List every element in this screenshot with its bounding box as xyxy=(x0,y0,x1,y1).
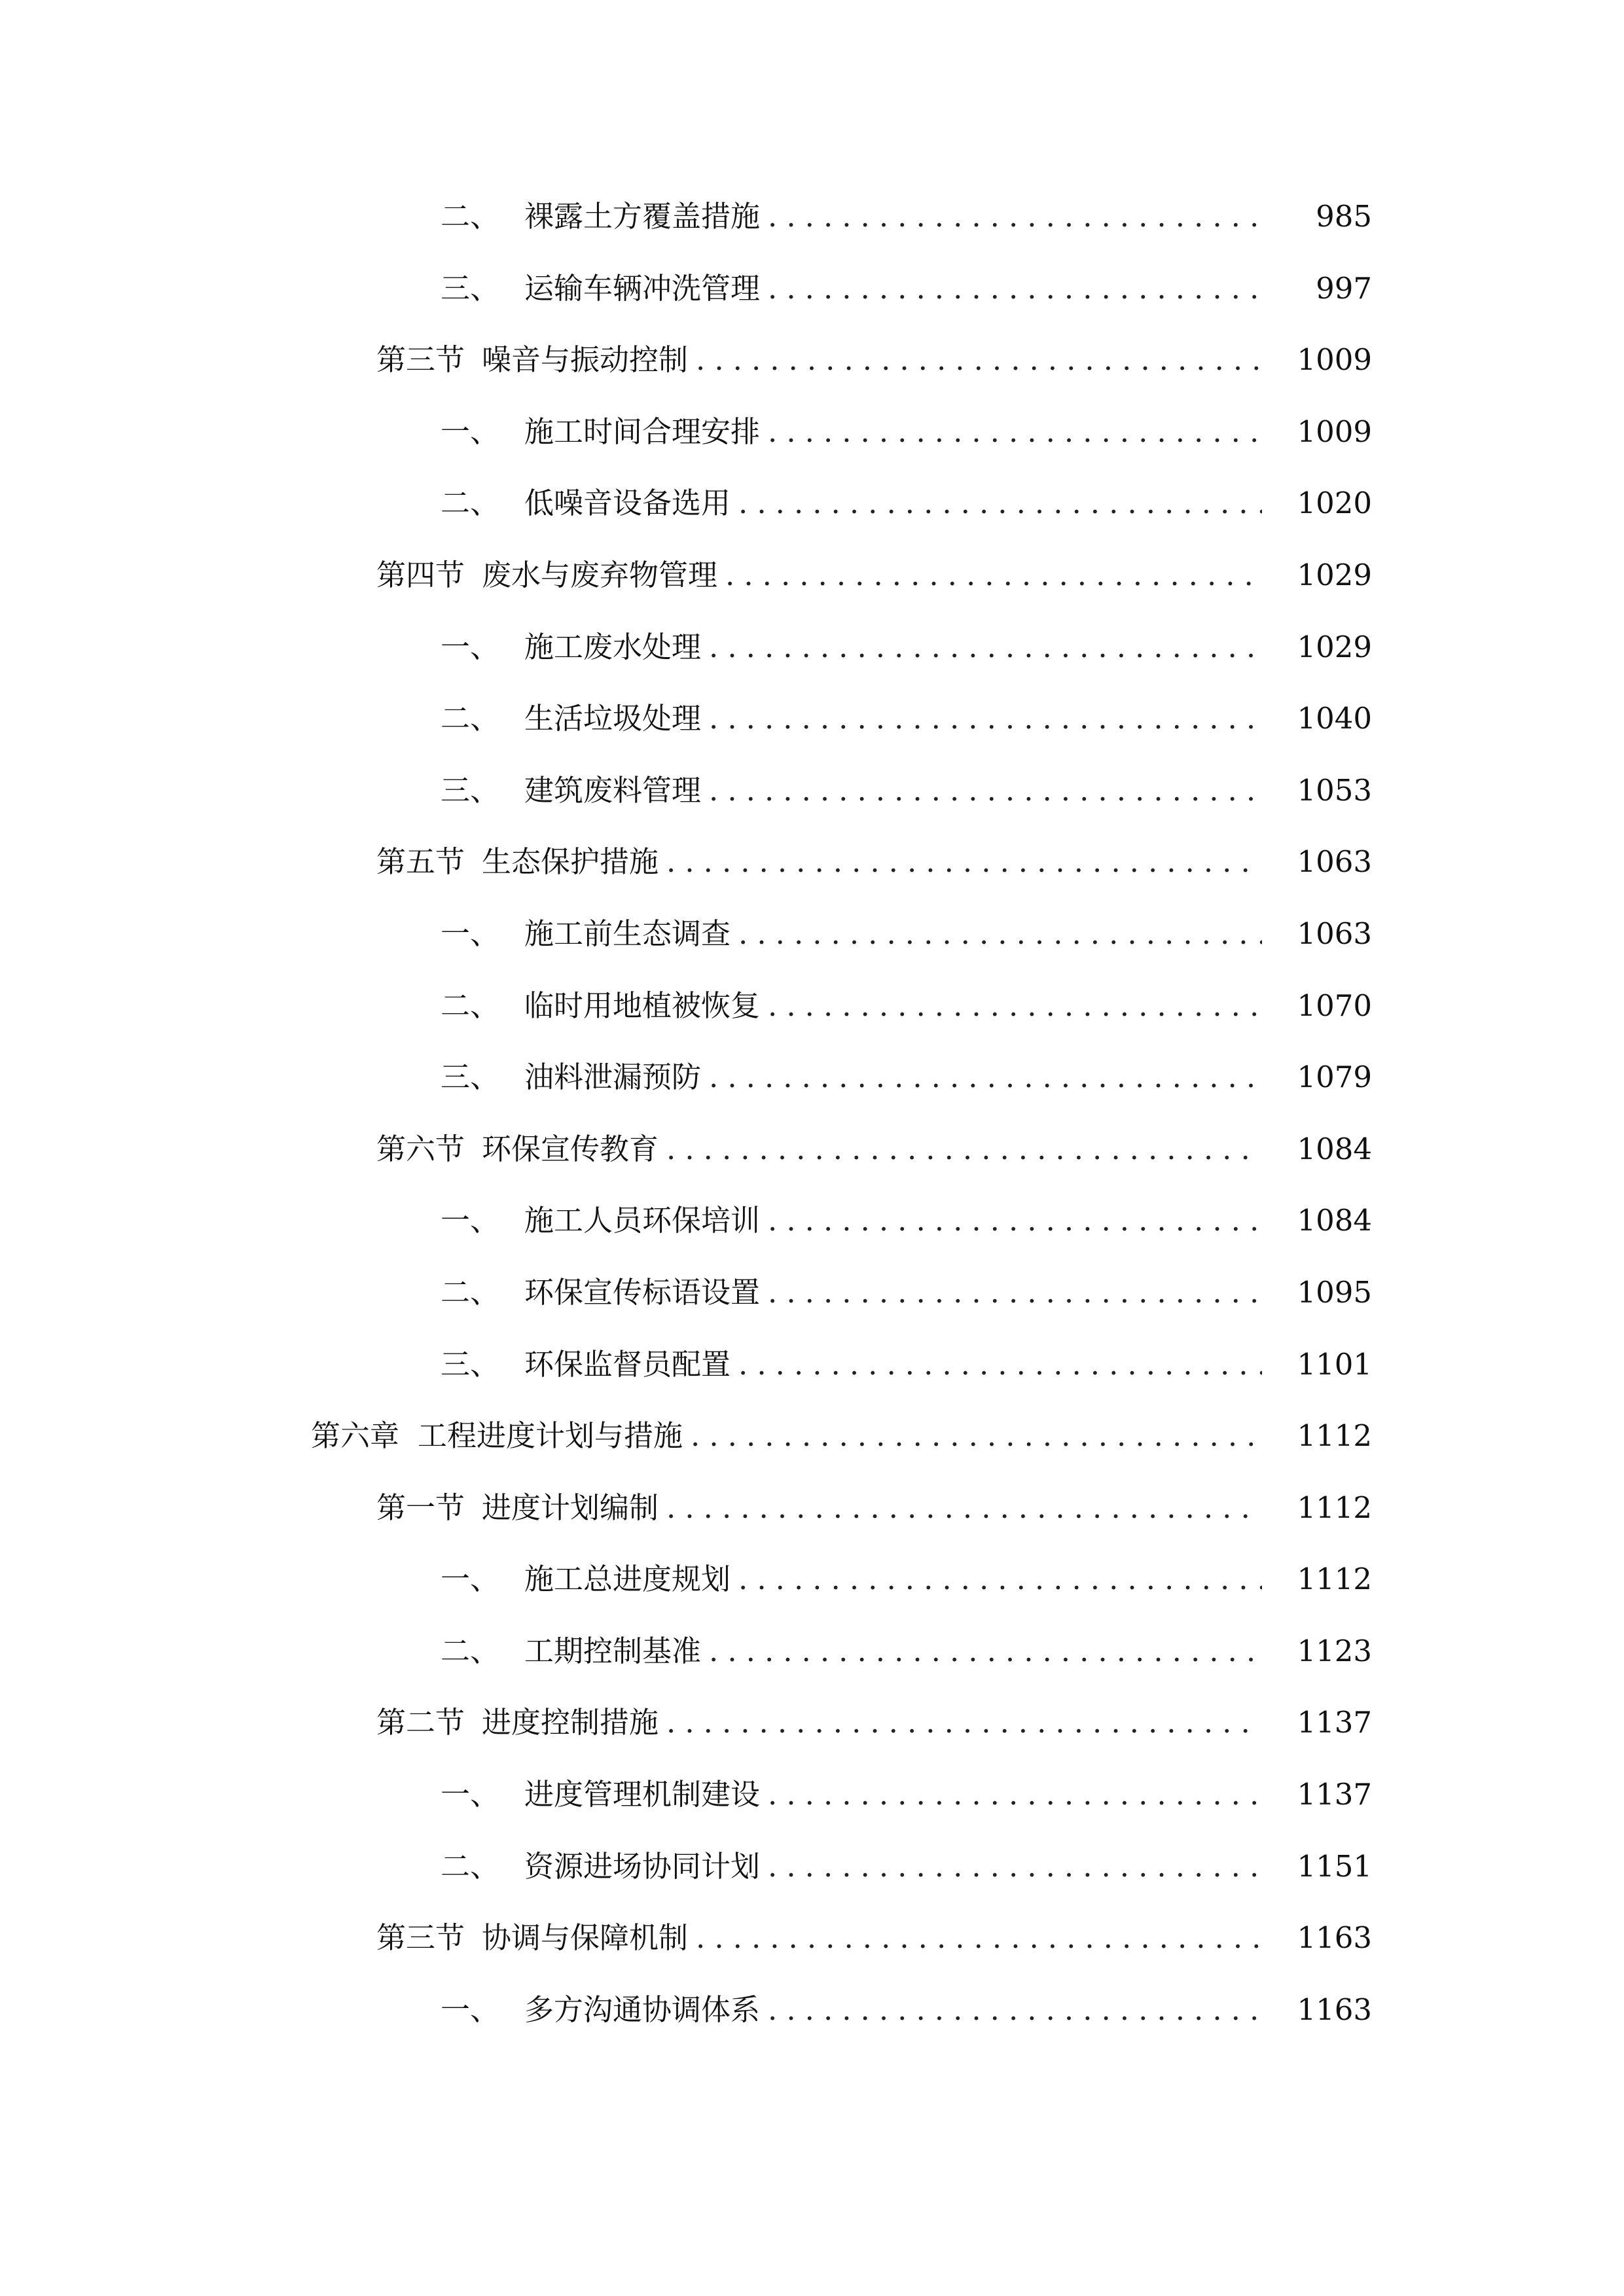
toc-entry-title: 多方沟通协调体系 xyxy=(524,1992,761,2027)
toc-entry[interactable] xyxy=(0,1628,1624,1700)
toc-leader-dots xyxy=(666,1126,1262,1172)
toc-entry-title: 资源进场协同计划 xyxy=(524,1848,761,1884)
toc-entry[interactable] xyxy=(0,552,1624,624)
toc-leader-dots xyxy=(691,1413,1262,1459)
toc-entry-number: 第四节 xyxy=(376,557,465,592)
toc-entry-page: 1020 xyxy=(1297,486,1372,521)
toc-leader-dots xyxy=(768,1198,1262,1244)
toc-leader-dots xyxy=(709,624,1262,670)
toc-entry-number: 一、 xyxy=(441,414,500,449)
toc-leader-dots xyxy=(666,1700,1262,1746)
toc-entry-page: 997 xyxy=(1316,270,1372,306)
toc-leader-dots xyxy=(738,1342,1262,1388)
toc-entry[interactable] xyxy=(0,983,1624,1055)
toc-entry[interactable] xyxy=(0,1270,1624,1342)
toc-entry-page: 1084 xyxy=(1297,1203,1372,1238)
toc-entry-page: 1029 xyxy=(1297,629,1372,664)
toc-leader-dots xyxy=(768,1772,1262,1818)
toc-entry-number: 第三节 xyxy=(376,342,465,378)
toc-leader-dots xyxy=(709,1054,1262,1100)
toc-entry[interactable] xyxy=(0,911,1624,983)
toc-entry-page: 1009 xyxy=(1297,342,1372,378)
toc-entry-page: 1029 xyxy=(1297,557,1372,592)
toc-entry[interactable] xyxy=(0,768,1624,840)
toc-entry-number: 第一节 xyxy=(376,1490,465,1525)
toc-entry[interactable] xyxy=(0,337,1624,409)
toc-entry-number: 第五节 xyxy=(376,844,465,880)
toc-entry-number: 一、 xyxy=(441,1992,500,2027)
toc-entry-title: 环保宣传标语设置 xyxy=(524,1274,761,1310)
toc-entry[interactable] xyxy=(0,194,1624,266)
toc-entry-number: 二、 xyxy=(441,199,500,234)
toc-entry-page: 1053 xyxy=(1297,772,1372,808)
toc-entry-page: 985 xyxy=(1316,199,1372,234)
toc-entry-title: 低噪音设备选用 xyxy=(524,486,731,521)
toc-leader-dots xyxy=(696,1915,1262,1961)
toc-entry-number: 第三节 xyxy=(376,1920,465,1956)
toc-entry-page: 1063 xyxy=(1297,916,1372,951)
table-of-contents xyxy=(0,194,1624,2058)
toc-leader-dots xyxy=(709,1628,1262,1674)
toc-leader-dots xyxy=(768,409,1262,455)
toc-entry[interactable] xyxy=(0,409,1624,481)
toc-entry-number: 第二节 xyxy=(376,1705,465,1740)
toc-entry[interactable] xyxy=(0,1915,1624,1987)
toc-entry-page: 1163 xyxy=(1297,1992,1372,2027)
toc-entry[interactable] xyxy=(0,1342,1624,1414)
toc-entry-page: 1151 xyxy=(1297,1848,1372,1884)
toc-leader-dots xyxy=(709,696,1262,742)
toc-entry[interactable] xyxy=(0,839,1624,911)
toc-entry-title: 生态保护措施 xyxy=(482,844,659,880)
toc-entry-page: 1101 xyxy=(1297,1346,1372,1382)
toc-entry-page: 1137 xyxy=(1297,1705,1372,1740)
toc-entry[interactable] xyxy=(0,1054,1624,1126)
toc-entry-page: 1070 xyxy=(1297,988,1372,1023)
toc-entry-title: 施工前生态调查 xyxy=(524,916,731,951)
toc-entry-page: 1112 xyxy=(1297,1418,1372,1454)
toc-entry-number: 二、 xyxy=(441,701,500,736)
toc-leader-dots xyxy=(709,768,1262,814)
toc-entry-number: 三、 xyxy=(441,270,500,306)
toc-entry[interactable] xyxy=(0,480,1624,552)
toc-entry-title: 建筑废料管理 xyxy=(524,772,702,808)
toc-entry[interactable] xyxy=(0,1198,1624,1270)
toc-entry-title: 施工时间合理安排 xyxy=(524,414,761,449)
toc-leader-dots xyxy=(768,1270,1262,1316)
toc-entry-title: 临时用地植被恢复 xyxy=(524,988,761,1023)
toc-entry-page: 1084 xyxy=(1297,1131,1372,1166)
toc-entry-title: 裸露土方覆盖措施 xyxy=(524,199,761,234)
toc-entry-number: 一、 xyxy=(441,1562,500,1597)
toc-entry-number: 第六节 xyxy=(376,1131,465,1166)
toc-entry-page: 1137 xyxy=(1297,1777,1372,1812)
toc-entry-title: 施工人员环保培训 xyxy=(524,1203,761,1238)
toc-entry-number: 二、 xyxy=(441,1633,500,1668)
toc-entry-page: 1123 xyxy=(1297,1633,1372,1668)
toc-entry[interactable] xyxy=(0,624,1624,696)
toc-entry[interactable] xyxy=(0,1987,1624,2059)
toc-entry-title: 施工总进度规划 xyxy=(524,1562,731,1597)
toc-entry-number: 一、 xyxy=(441,1777,500,1812)
toc-entry[interactable] xyxy=(0,1413,1624,1485)
toc-entry-number: 三、 xyxy=(441,772,500,808)
toc-entry[interactable] xyxy=(0,266,1624,338)
toc-entry-number: 三、 xyxy=(441,1346,500,1382)
toc-leader-dots xyxy=(738,911,1262,957)
toc-entry-title: 进度控制措施 xyxy=(482,1705,659,1740)
toc-entry-title: 工程进度计划与措施 xyxy=(418,1418,683,1454)
toc-entry-title: 环保监督员配置 xyxy=(524,1346,731,1382)
toc-entry-title: 施工废水处理 xyxy=(524,629,702,664)
toc-leader-dots xyxy=(768,194,1262,240)
toc-entry-number: 一、 xyxy=(441,916,500,951)
toc-entry-number: 二、 xyxy=(441,1274,500,1310)
toc-leader-dots xyxy=(768,1844,1262,1890)
toc-entry-page: 1040 xyxy=(1297,701,1372,736)
toc-entry-title: 环保宣传教育 xyxy=(482,1131,659,1166)
toc-entry-page: 1079 xyxy=(1297,1060,1372,1095)
toc-entry-number: 二、 xyxy=(441,988,500,1023)
toc-leader-dots xyxy=(768,266,1262,312)
toc-entry-number: 二、 xyxy=(441,1848,500,1884)
toc-leader-dots xyxy=(725,552,1262,598)
toc-entry-title: 废水与废弃物管理 xyxy=(482,557,718,592)
toc-entry-title: 协调与保障机制 xyxy=(482,1920,689,1956)
toc-entry-title: 工期控制基准 xyxy=(524,1633,702,1668)
toc-entry[interactable] xyxy=(0,1844,1624,1916)
toc-entry-number: 三、 xyxy=(441,1060,500,1095)
toc-entry-title: 噪音与振动控制 xyxy=(482,342,689,378)
toc-leader-dots xyxy=(666,1485,1262,1531)
toc-entry-page: 1163 xyxy=(1297,1920,1372,1956)
toc-leader-dots xyxy=(768,1987,1262,2033)
toc-entry-title: 生活垃圾处理 xyxy=(524,701,702,736)
toc-entry-number: 一、 xyxy=(441,1203,500,1238)
toc-entry-page: 1063 xyxy=(1297,844,1372,880)
toc-entry-page: 1009 xyxy=(1297,414,1372,449)
toc-entry[interactable] xyxy=(0,1126,1624,1198)
toc-leader-dots xyxy=(738,480,1262,526)
toc-entry-page: 1095 xyxy=(1297,1274,1372,1310)
toc-entry-number: 二、 xyxy=(441,486,500,521)
toc-entry-number: 第六章 xyxy=(311,1418,400,1454)
toc-entry[interactable] xyxy=(0,1700,1624,1772)
toc-entry-page: 1112 xyxy=(1297,1490,1372,1525)
toc-entry-page: 1112 xyxy=(1297,1562,1372,1597)
toc-entry-title: 运输车辆冲洗管理 xyxy=(524,270,761,306)
toc-entry-title: 进度计划编制 xyxy=(482,1490,659,1525)
toc-entry-number: 一、 xyxy=(441,629,500,664)
toc-entry-title: 油料泄漏预防 xyxy=(524,1060,702,1095)
toc-entry[interactable] xyxy=(0,1556,1624,1628)
toc-entry[interactable] xyxy=(0,1485,1624,1557)
toc-leader-dots xyxy=(738,1556,1262,1602)
toc-entry[interactable] xyxy=(0,1772,1624,1844)
toc-entry-title: 进度管理机制建设 xyxy=(524,1777,761,1812)
toc-leader-dots xyxy=(768,983,1262,1029)
toc-leader-dots xyxy=(666,839,1262,885)
toc-entry[interactable] xyxy=(0,696,1624,768)
toc-leader-dots xyxy=(696,337,1262,383)
